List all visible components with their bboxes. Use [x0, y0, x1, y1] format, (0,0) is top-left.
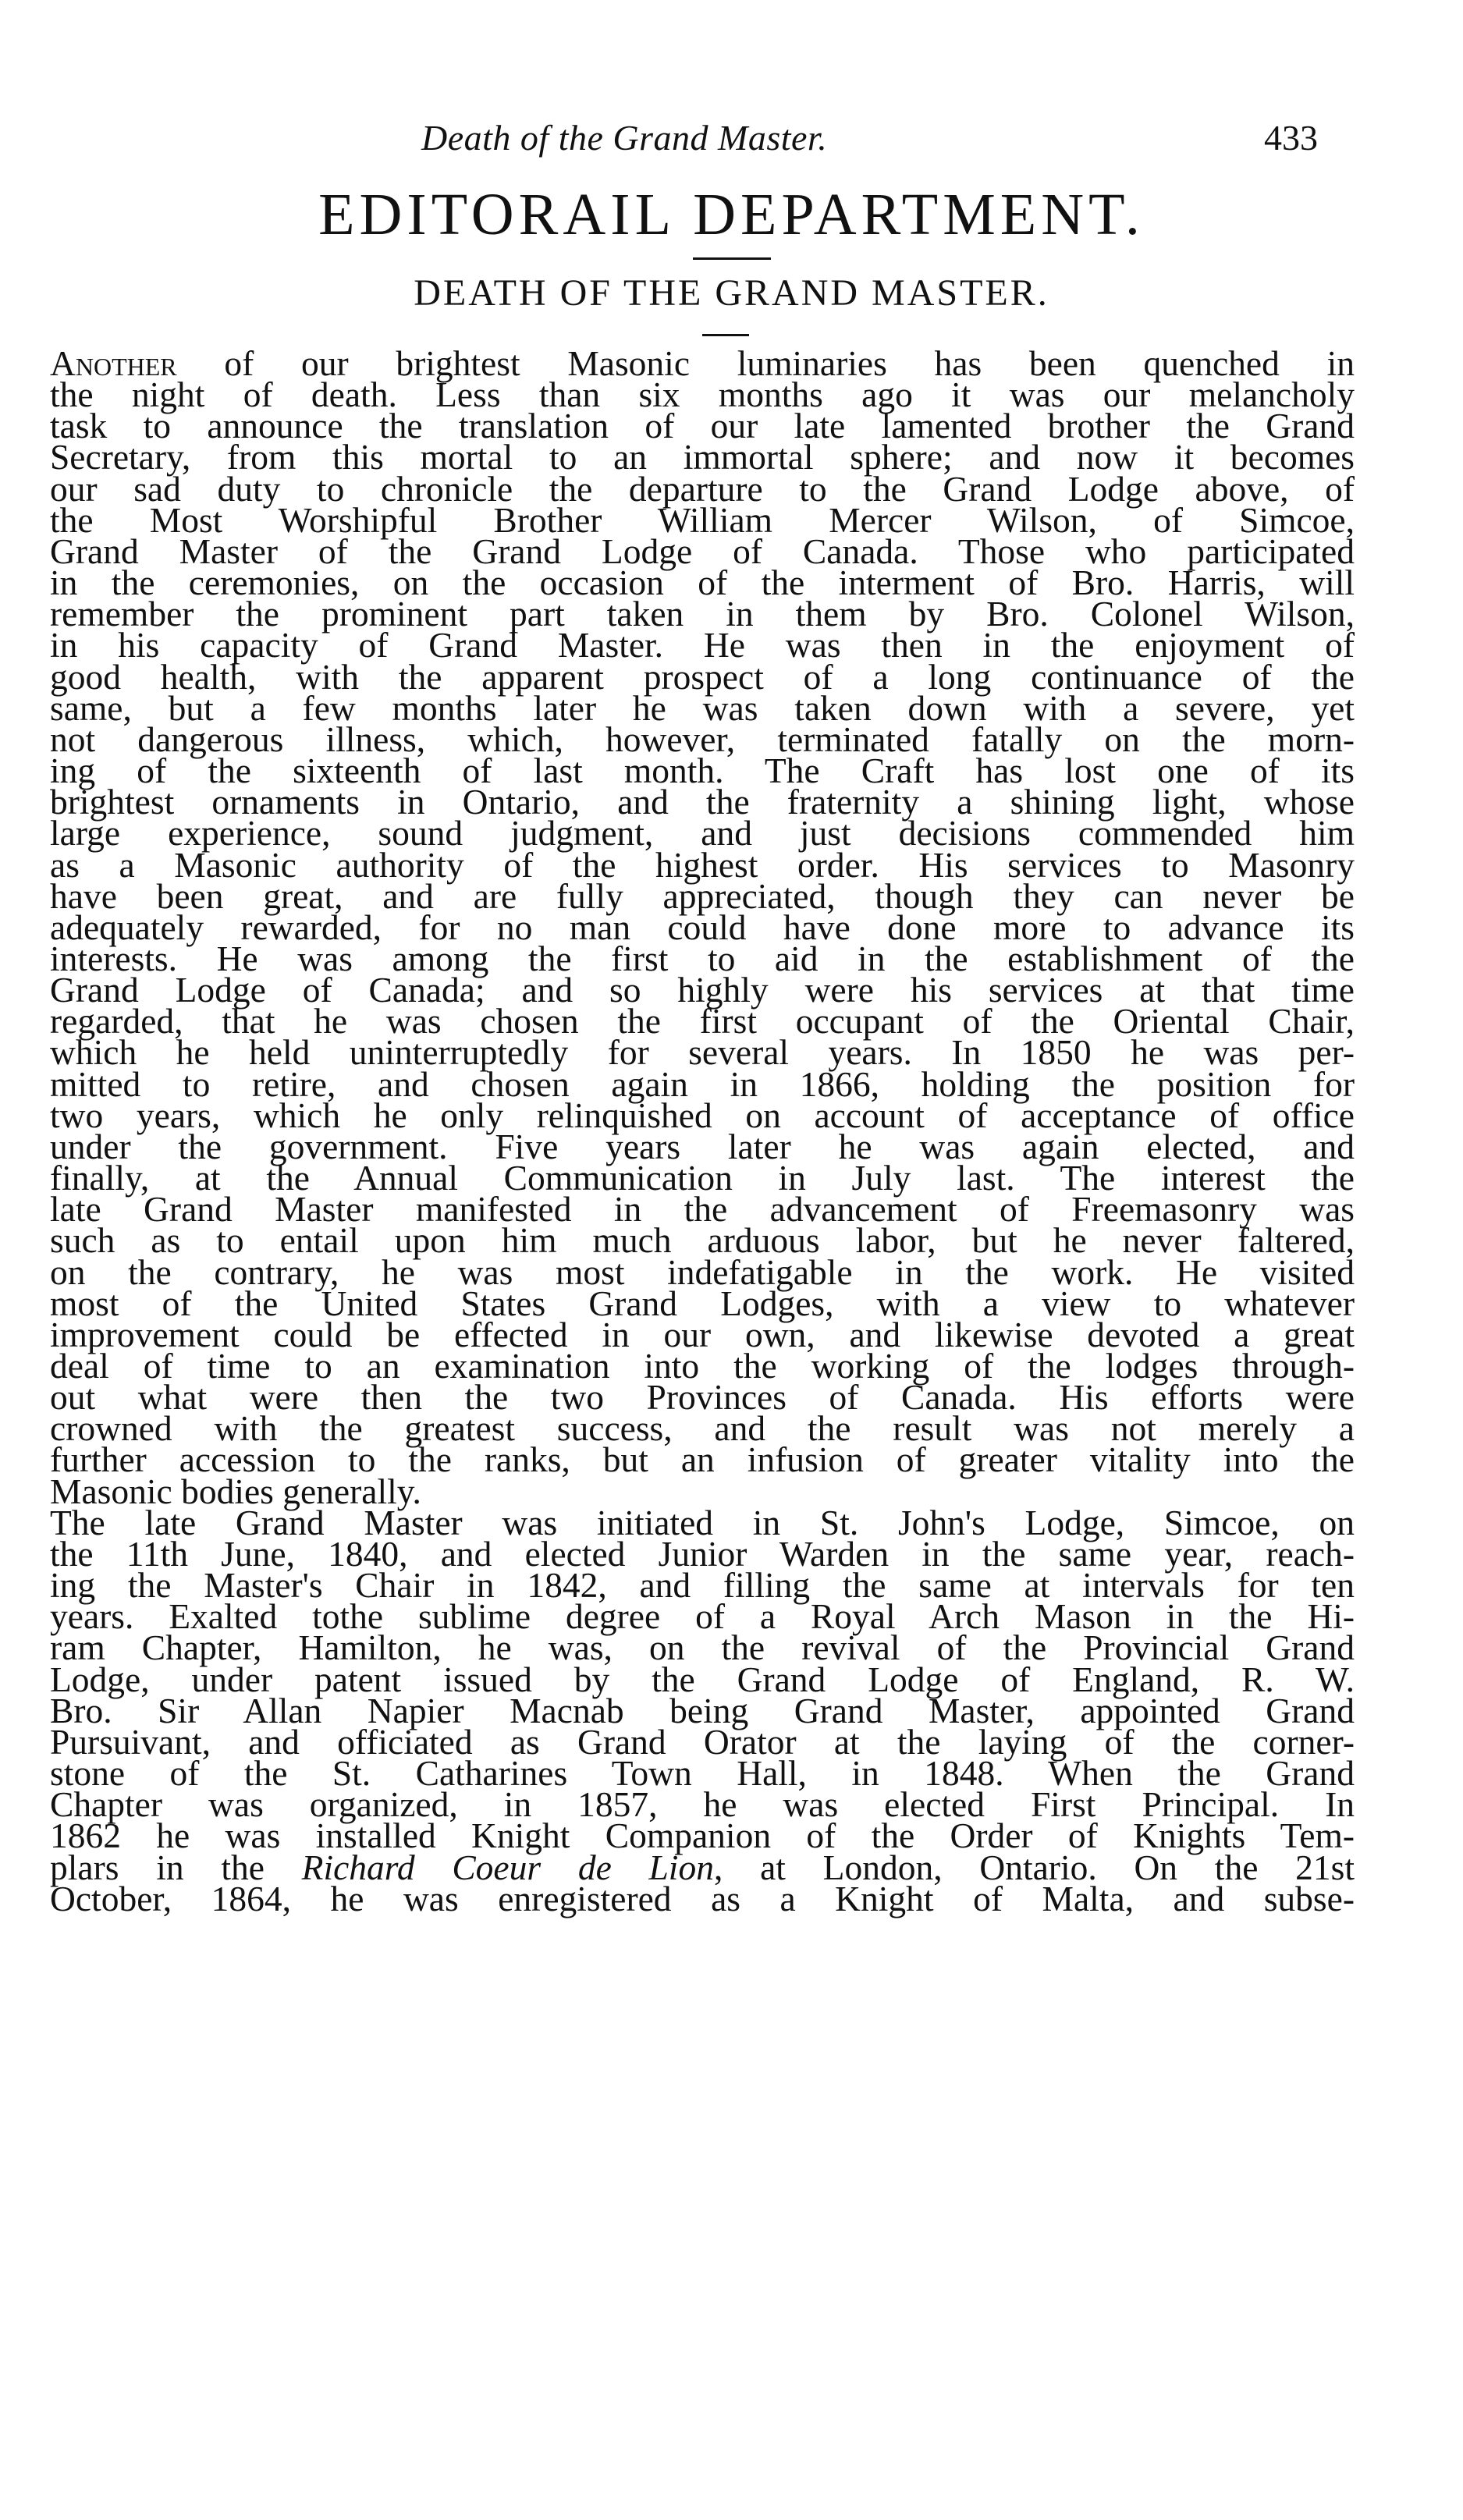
text-line: the 11th June, 1840, and elected Junior Warden in the same year, reach-: [50, 1533, 1355, 1574]
article-rule: [702, 334, 749, 336]
text-line: years. Exalted tothe sublime degree of a Royal Arch Mason in the Hi-: [50, 1596, 1355, 1637]
text-line: in the ceremonies, on the occasion of the interment of Bro. Harris, will: [50, 563, 1355, 603]
text-line: further accession to the ranks, but an infusion of greater vitality into the: [50, 1439, 1355, 1480]
text-line: which he held uninterruptedly for several years. In 1850 he was per-: [50, 1032, 1355, 1073]
text-line: Grand Lodge of Canada; and so highly were his services at that time: [50, 970, 1355, 1010]
line-text: , at London, Ontario. On the 21st: [713, 1847, 1355, 1887]
text-line: stone of the St. Catharines Town Hall, in 1848. When the Grand: [50, 1753, 1355, 1794]
text-line: large experience, sound judgment, and just decisions commended him: [50, 813, 1355, 854]
text-line: remember the prominent part taken in them by Bro. Colonel Wilson,: [50, 594, 1355, 634]
text-line: Chapter was organized, in 1857, he was elected First Principal. In: [50, 1784, 1355, 1825]
text-line: most of the United States Grand Lodges, with a view to whatever: [50, 1283, 1355, 1323]
text-line: Pursuivant, and officiated as Grand Orator at the laying of the corner-: [50, 1721, 1355, 1762]
text-line: our sad duty to chronicle the departure to the Grand Lodge above, of: [50, 468, 1355, 509]
text-line: late Grand Master manifested in the advancement of Freemasonry was: [50, 1189, 1355, 1230]
lead-word: Another: [50, 343, 177, 383]
text-line: Bro. Sir Allan Napier Macnab being Grand Master, appointed Grand: [50, 1690, 1355, 1730]
text-line: Lodge, under patent issued by the Grand Lodge of England, R. W.: [50, 1659, 1355, 1699]
text-line: have been great, and are fully appreciated, though they can never be: [50, 875, 1355, 916]
text-line: task to announce the translation of our late lamented brother the Grand: [50, 406, 1355, 446]
text-line: adequately rewarded, for no man could have done more to advance its: [50, 907, 1355, 947]
text-line: the Most Worshipful Brother William Mercer Wilson, of Simcoe,: [50, 499, 1355, 540]
text-line: The late Grand Master was initiated in St. John's Lodge, Simcoe, on: [50, 1502, 1355, 1542]
text-line: regarded, that he was chosen the first occupant of the Oriental Chair,: [50, 1001, 1355, 1042]
text-line: such as to entail upon him much arduous labor, but he never faltered,: [50, 1220, 1355, 1261]
text-line: interests. He was among the first to aid in the establishment of the: [50, 938, 1355, 978]
text-line: as a Masonic authority of the highest order. His services to Masonry: [50, 844, 1355, 885]
text-line: Secretary, from this mortal to an immortal sphere; and now it becomes: [50, 437, 1355, 477]
text-line: October, 1864, he was enregistered as a Knight of Malta, and subse-: [50, 1878, 1355, 1918]
text-line: in his capacity of Grand Master. He was then in the enjoyment of: [50, 625, 1355, 665]
running-head-title: Death of the Grand Master.: [421, 118, 828, 158]
text-line: same, but a few months later he was taken down with a severe, yet: [50, 687, 1355, 728]
text-line: 1862 he was installed Knight Companion of the Order of Knights Tem-: [50, 1815, 1355, 1856]
line-text: of our brightest Masonic luminaries has been quenched in: [176, 343, 1355, 383]
text-line: the night of death. Less than six months ago it was our melancholy: [50, 374, 1355, 415]
paragraph-1: [50, 343, 1355, 1511]
text-line: on the contrary, he was most indefatigable in the work. He visited: [50, 1251, 1355, 1292]
text-line: ram Chapter, Hamilton, he was, on the revival of the Provincial Grand: [50, 1627, 1355, 1668]
text-line: not dangerous illness, which, however, terminated fatally on the morn-: [50, 719, 1355, 759]
text-line: finally, at the Annual Communication in July last. The interest the: [50, 1158, 1355, 1198]
text-line: crowned with the greatest success, and the result was not merely a: [50, 1408, 1355, 1449]
text-line: Masonic bodies generally.: [50, 1471, 421, 1511]
text-line: under the government. Five years later he was again elected, and: [50, 1126, 1355, 1166]
text-line: ing of the sixteenth of last month. The Craft has lost one of its: [50, 751, 1355, 791]
text-line: improvement could be effected in our own, and likewise devoted a great: [50, 1314, 1355, 1354]
article-title: DEATH OF THE GRAND MASTER.: [414, 272, 1049, 314]
text-line: mitted to retire, and chosen again in 1866, holding the position for: [50, 1063, 1355, 1104]
page-number: 433: [1264, 118, 1318, 158]
text-line: out what were then the two Provinces of Canada. His efforts were: [50, 1377, 1355, 1418]
text-line: deal of time to an examination into the working of the lodges through-: [50, 1346, 1355, 1386]
department-title: EDITORAIL DEPARTMENT.: [318, 182, 1145, 247]
lodge-name: Richard Coeur de Lion: [301, 1847, 714, 1887]
paragraph-2: [50, 1502, 1355, 1918]
text-line: two years, which he only relinquished on account of acceptance of office: [50, 1095, 1355, 1135]
title-rule: [693, 257, 771, 260]
text-line: good health, with the apparent prospect of a long continuance of the: [50, 656, 1355, 697]
text-line: Grand Master of the Grand Lodge of Canada. Those who participated: [50, 531, 1355, 571]
line-text: plars in the: [50, 1847, 302, 1887]
article-body: [50, 343, 1355, 1918]
text-line: ing the Master's Chair in 1842, and filling the same at intervals for ten: [50, 1565, 1355, 1606]
text-line: brightest ornaments in Ontario, and the fraternity a shining light, whose: [50, 782, 1355, 822]
